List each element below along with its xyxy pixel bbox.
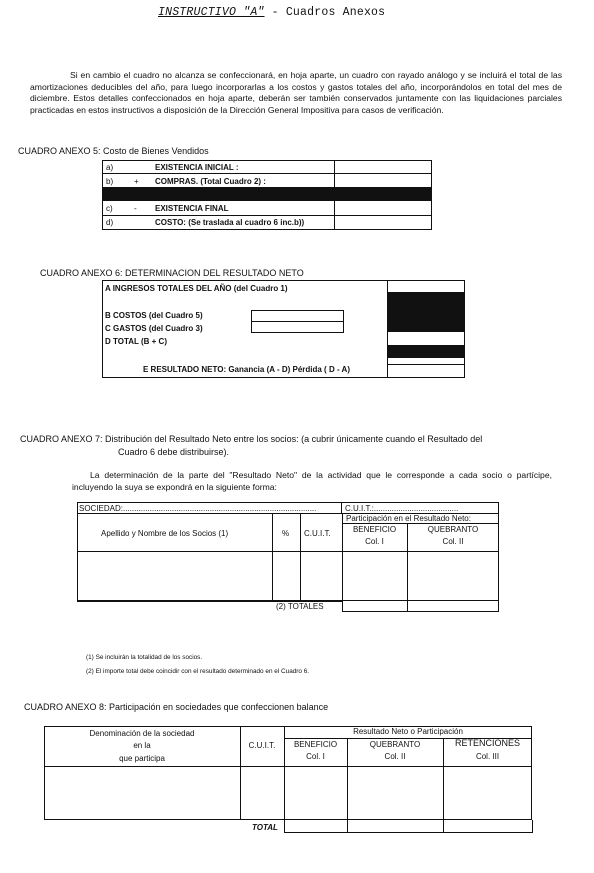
anexo7-title: CUADRO ANEXO 7: Distribución del Resultado Neto entre los socios: (a cubrir únicamente cuando el Resultado del	[20, 434, 483, 444]
anexo6-row-b: B COSTOS (del Cuadro 5)	[105, 311, 203, 320]
col-pct-header: %	[282, 529, 290, 538]
row-sign: -	[134, 204, 137, 213]
gastos-field[interactable]	[251, 321, 344, 333]
anexo6-title: CUADRO ANEXO 6: DETERMINACION DEL RESULTADO NETO	[40, 268, 304, 278]
anexo7-paragraph: La determinación de la parte del "Resultado Neto" de la actividad que le corresponde a cada socio o partícipe, incluyendo la suya se expondrá en la siguiente forma:	[72, 470, 552, 492]
col-cuit-header: C.U.I.T.	[304, 529, 331, 538]
denominacion-header: Denominación de la sociedad	[89, 729, 195, 738]
row-label: COMPRAS. (Total Cuadro 2) :	[155, 177, 266, 186]
anexo8-beneficio-header: BENEFICIO	[293, 740, 338, 749]
sociedad-line[interactable]: SOCIEDAD:.......................................................................................	[79, 504, 317, 513]
row-label: EXISTENCIA FINAL	[155, 204, 229, 213]
intro-paragraph: Si en cambio el cuadro no alcanza se confeccionará, en hoja aparte, un cuadro con rayado análogo y se incluirá el total de las amortizaciones deducibles del año, para luego incorporarlas a los costos y gastos totales del año, incorporándolos en total del mes de diciembre. Estos detalles confeccionados en hoja aparte, deberán ser también conservados juntamente con las liquidaciones parciales practicadas en estos instructivos a disposición de la Dirección General Impositiva para casos de verificación.	[30, 70, 562, 115]
title-main: INSTRUCTIVO "A"	[158, 6, 265, 19]
title-rest: - Cuadros Anexos	[264, 6, 386, 19]
denominacion-header-2: en la	[133, 741, 151, 750]
anexo7-title-cont: Cuadro 6 debe distribuirse).	[118, 447, 230, 457]
anexo8-col3-header: Col. III	[475, 752, 500, 761]
totales-label: (2) TOTALES	[276, 602, 324, 611]
resultado-neto-header: Resultado Neto o Participación	[353, 727, 463, 736]
anexo8-col2-header: Col. II	[384, 752, 406, 761]
row-letter: c)	[106, 204, 113, 213]
row-label: EXISTENCIA INICIAL :	[155, 163, 239, 172]
denominacion-header-3: que participa	[119, 754, 165, 763]
row-letter: d)	[106, 218, 114, 227]
retenciones-header: RETENCIONES	[454, 738, 520, 748]
row-letter: a)	[106, 163, 114, 172]
total-label: TOTAL	[252, 823, 278, 832]
anexo6-row-d: D TOTAL (B + C)	[105, 337, 167, 346]
anexo5-title: CUADRO ANEXO 5: Costo de Bienes Vendidos	[18, 146, 209, 156]
anexo6-row-c: C GASTOS (del Cuadro 3)	[105, 324, 203, 333]
row-letter: b)	[106, 177, 114, 186]
page-title	[158, 6, 385, 19]
quebranto-header: QUEBRANTO	[427, 525, 479, 534]
row-sign: +	[134, 177, 139, 186]
col1-header: Col. I	[365, 537, 384, 546]
anexo6-row-a: A INGRESOS TOTALES DEL AÑO (del Cuadro 1)	[105, 284, 288, 293]
row-label: COSTO: (Se traslada al cuadro 6 inc.b))	[155, 218, 305, 227]
col2-header: Col. II	[442, 537, 464, 546]
anexo8-cuit-header: C.U.I.T.	[248, 741, 276, 750]
footnote-2: (2) El importe total debe coincidir con el resultado determinado en el Cuadro 6.	[86, 668, 310, 675]
anexo6-row-e: E RESULTADO NETO: Ganancia (A - D) Pérdida ( D - A)	[143, 365, 350, 374]
cuit-line[interactable]: C.U.I.T.:......................................	[345, 504, 459, 513]
anexo8-col1-header: Col. I	[306, 752, 325, 761]
anexo5-blacked-row	[102, 188, 432, 201]
beneficio-header: BENEFICIO	[352, 525, 397, 534]
participacion-header: Participación en el Resultado Neto:	[346, 514, 471, 523]
anexo8-title: CUADRO ANEXO 8: Participación en sociedades que confeccionen balance	[24, 702, 329, 712]
anexo8-quebranto-header: QUEBRANTO	[369, 740, 421, 749]
footnote-1: (1) Se incluirán la totalidad de los socios.	[86, 654, 203, 661]
col-socios-header: Apellido y Nombre de los Socios (1)	[101, 529, 229, 538]
